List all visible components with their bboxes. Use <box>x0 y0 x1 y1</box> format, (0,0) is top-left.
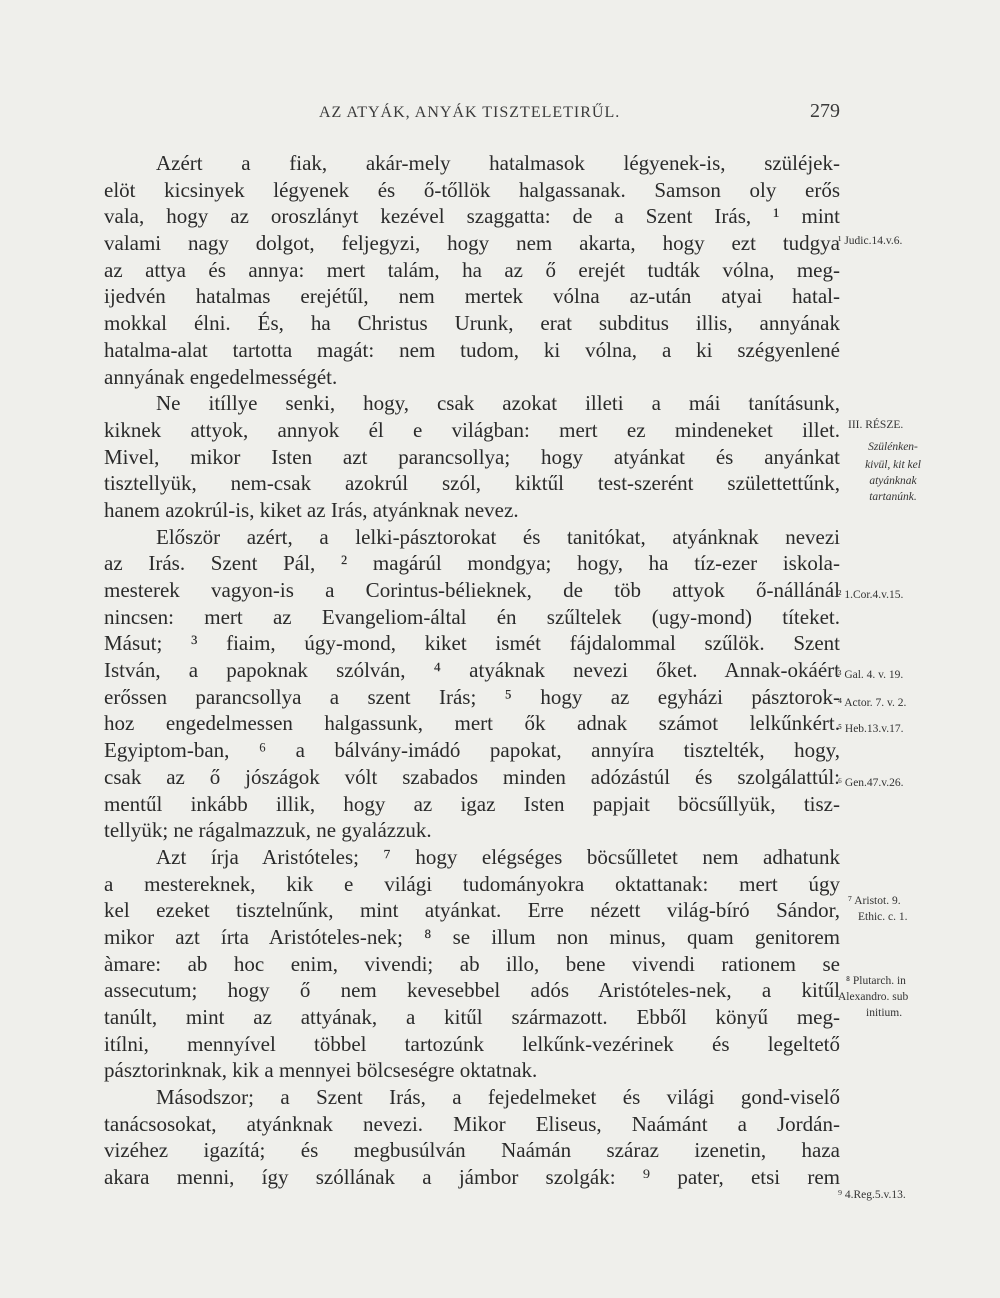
margin-note: ⁶ Gen.47.v.26. <box>838 777 904 789</box>
text-line: kiknek attyok, annyok él e világban: mert ez mindeneket illet. <box>104 417 840 442</box>
text-line: Másut; ³ fiaim, úgy-mond, kiket ismét fájdalommal szűlök. Szent <box>104 631 840 656</box>
text-line: Másodszor; a Szent Irás, a fejedelmeket és világi gond-viselő <box>156 1085 840 1110</box>
text-line: tanácsosokat, atyánknak nevezi. Mikor Eliseus, Naámánt a Jordán- <box>104 1111 840 1136</box>
margin-note: III. RÉSZE. <box>848 419 904 431</box>
margin-note: kivül, kit kel <box>865 459 921 471</box>
text-line: mokkal élni. És, ha Christus Urunk, erat subditus illis, annyának <box>104 311 840 336</box>
margin-note: ⁷ Aristot. 9. <box>848 895 901 907</box>
text-line: hatalma-alat tartotta magát: nem tudom, ki vólna, a ki szégyenlené <box>104 337 840 362</box>
margin-note: ⁹ 4.Reg.5.v.13. <box>838 1189 906 1201</box>
margin-note: Szülénken- <box>868 441 918 453</box>
text-line: hoz engedelmessen halgassunk, mert ők adnak számot lelkűnkért. <box>104 711 840 736</box>
margin-note: ³ Gal. 4. v. 19. <box>838 669 904 681</box>
text-line: Először azért, a lelki-pásztorokat és tanitókat, atyánknak nevezi <box>156 524 840 549</box>
text-line: Ne itíllye senki, hogy, csak azokat illeti a mái tanításunk, <box>156 391 840 416</box>
text-line: elöt kicsinyek légyenek és ő-tőllök halgassanak. Samson oly erős <box>104 177 840 202</box>
text-line: valami nagy dolgot, feljegyzi, hogy nem akarta, hogy ezt tudgya <box>104 231 840 256</box>
margin-note: Ethic. c. 1. <box>858 911 908 923</box>
margin-note: tartanúnk. <box>869 491 917 503</box>
text-line: az Irás. Szent Pál, ² magárúl mondgya; hogy, ha tíz-ezer iskola- <box>104 551 840 576</box>
margin-note: initium. <box>866 1007 903 1019</box>
text-line: a mestereknek, kik e világi tudományokra oktattanak: mert úgy <box>104 871 840 896</box>
text-line: csak az ő jószágok vólt szabados minden adózástúl és szolgálattúl: <box>104 764 840 789</box>
text-line: assecutum; hogy ő nem kevesebbel adós Aristóteles-nek, a kitűl <box>104 978 840 1003</box>
margin-note: atyánknak <box>869 475 917 487</box>
text-line: ijedvén hatalmas erejétűl, nem mertek vólna az-után atyai hatal- <box>104 284 840 309</box>
text-line: mentűl inkább illik, hogy az igaz Isten papjait böcsűllyük, tisz- <box>104 791 840 816</box>
text-line: pásztorinknak, kik a mennyei bölcseségre oktatnak. <box>104 1058 538 1083</box>
text-line: Egyiptom-ban, ⁶ a bálvány-imádó papokat, annyíra tisztelték, hogy, <box>104 738 840 763</box>
running-title: AZ ATYÁK, ANYÁK TISZTELETIRŰL. <box>319 104 621 121</box>
text-line: Azt írja Aristóteles; ⁷ hogy elégséges böcsűlletet nem adhatunk <box>156 844 840 869</box>
text-line: tellyük; ne rágalmazzuk, ne gyalázzuk. <box>104 818 432 843</box>
text-line: mikor azt írta Aristóteles-nek; ⁸ se illum non minus, quam genitorem <box>104 924 840 949</box>
text-line: István, a papoknak szólván, ⁴ atyáknak nevezi őket. Annak-okáért <box>104 658 840 683</box>
margin-note: ⁵ Heb.13.v.17. <box>838 723 904 735</box>
text-line: Azért a fiak, akár-mely hatalmasok légyenek-is, szüléjek- <box>156 151 840 175</box>
text-line: tanúlt, mint az attyának, a kitűl származott. Ebből könyű meg- <box>104 1005 840 1029</box>
text-line: erőssen parancsollya a szent Irás; ⁵ hogy az egyházi pásztorok- <box>104 684 840 709</box>
margin-note: ⁴ Actor. 7. v. 2. <box>838 697 907 709</box>
margin-note: ⁸ Plutarch. in <box>846 975 906 987</box>
text-line: itílni, mennyível többel tartozúnk lelkűnk-vezérinek és legeltető <box>104 1031 840 1056</box>
margin-note: Alexandro. sub <box>838 991 909 1003</box>
text-line: annyának engedelmességét. <box>104 364 338 389</box>
text-line: vizéhez igazítá; és megbusúlván Naámán száraz izenetin, haza <box>104 1138 840 1163</box>
text-line: tisztellyük, nem-csak azokrúl szól, kiktűl test-szerént születtettűnk, <box>104 471 840 496</box>
body-text <box>104 150 840 1191</box>
text-line: Mivel, mikor Isten azt parancsollya; hogy atyánkat és anyánkat <box>104 444 840 469</box>
page-header <box>104 100 840 130</box>
text-line: az attya és annya: mert talám, ha az ő erejét tudták vólna, meg- <box>104 257 840 282</box>
margin-note: ¹ Judic.14.v.6. <box>838 235 903 247</box>
text-line: àmare: ab hoc enim, vivendi; ab illo, bene vivendi rationem se <box>104 951 840 976</box>
text-line: akara menni, így szóllának a jámbor szolgák: ⁹ pater, etsi rem <box>104 1165 840 1190</box>
text-line: vala, hogy az oroszlányt kezével szaggatta: de a Szent Irás, ¹ mint <box>104 204 840 229</box>
text-line: hanem azokrúl-is, kiket az Irás, atyánknak nevez. <box>104 497 519 522</box>
text-line: nincsen: mert az Evangeliom-által én szűltelek (ugy-mond) títeket. <box>104 604 840 629</box>
text-line: mesterek vagyon-is a Corintus-bélieknek, de töb attyok ő-nállánál <box>104 578 840 602</box>
page-number: 279 <box>810 100 840 122</box>
text-line: kel ezeket tisztelnűnk, mint atyánkat. Erre nézett világ-bíró Sándor, <box>104 898 840 923</box>
margin-note: ² 1.Cor.4.v.15. <box>838 589 904 601</box>
